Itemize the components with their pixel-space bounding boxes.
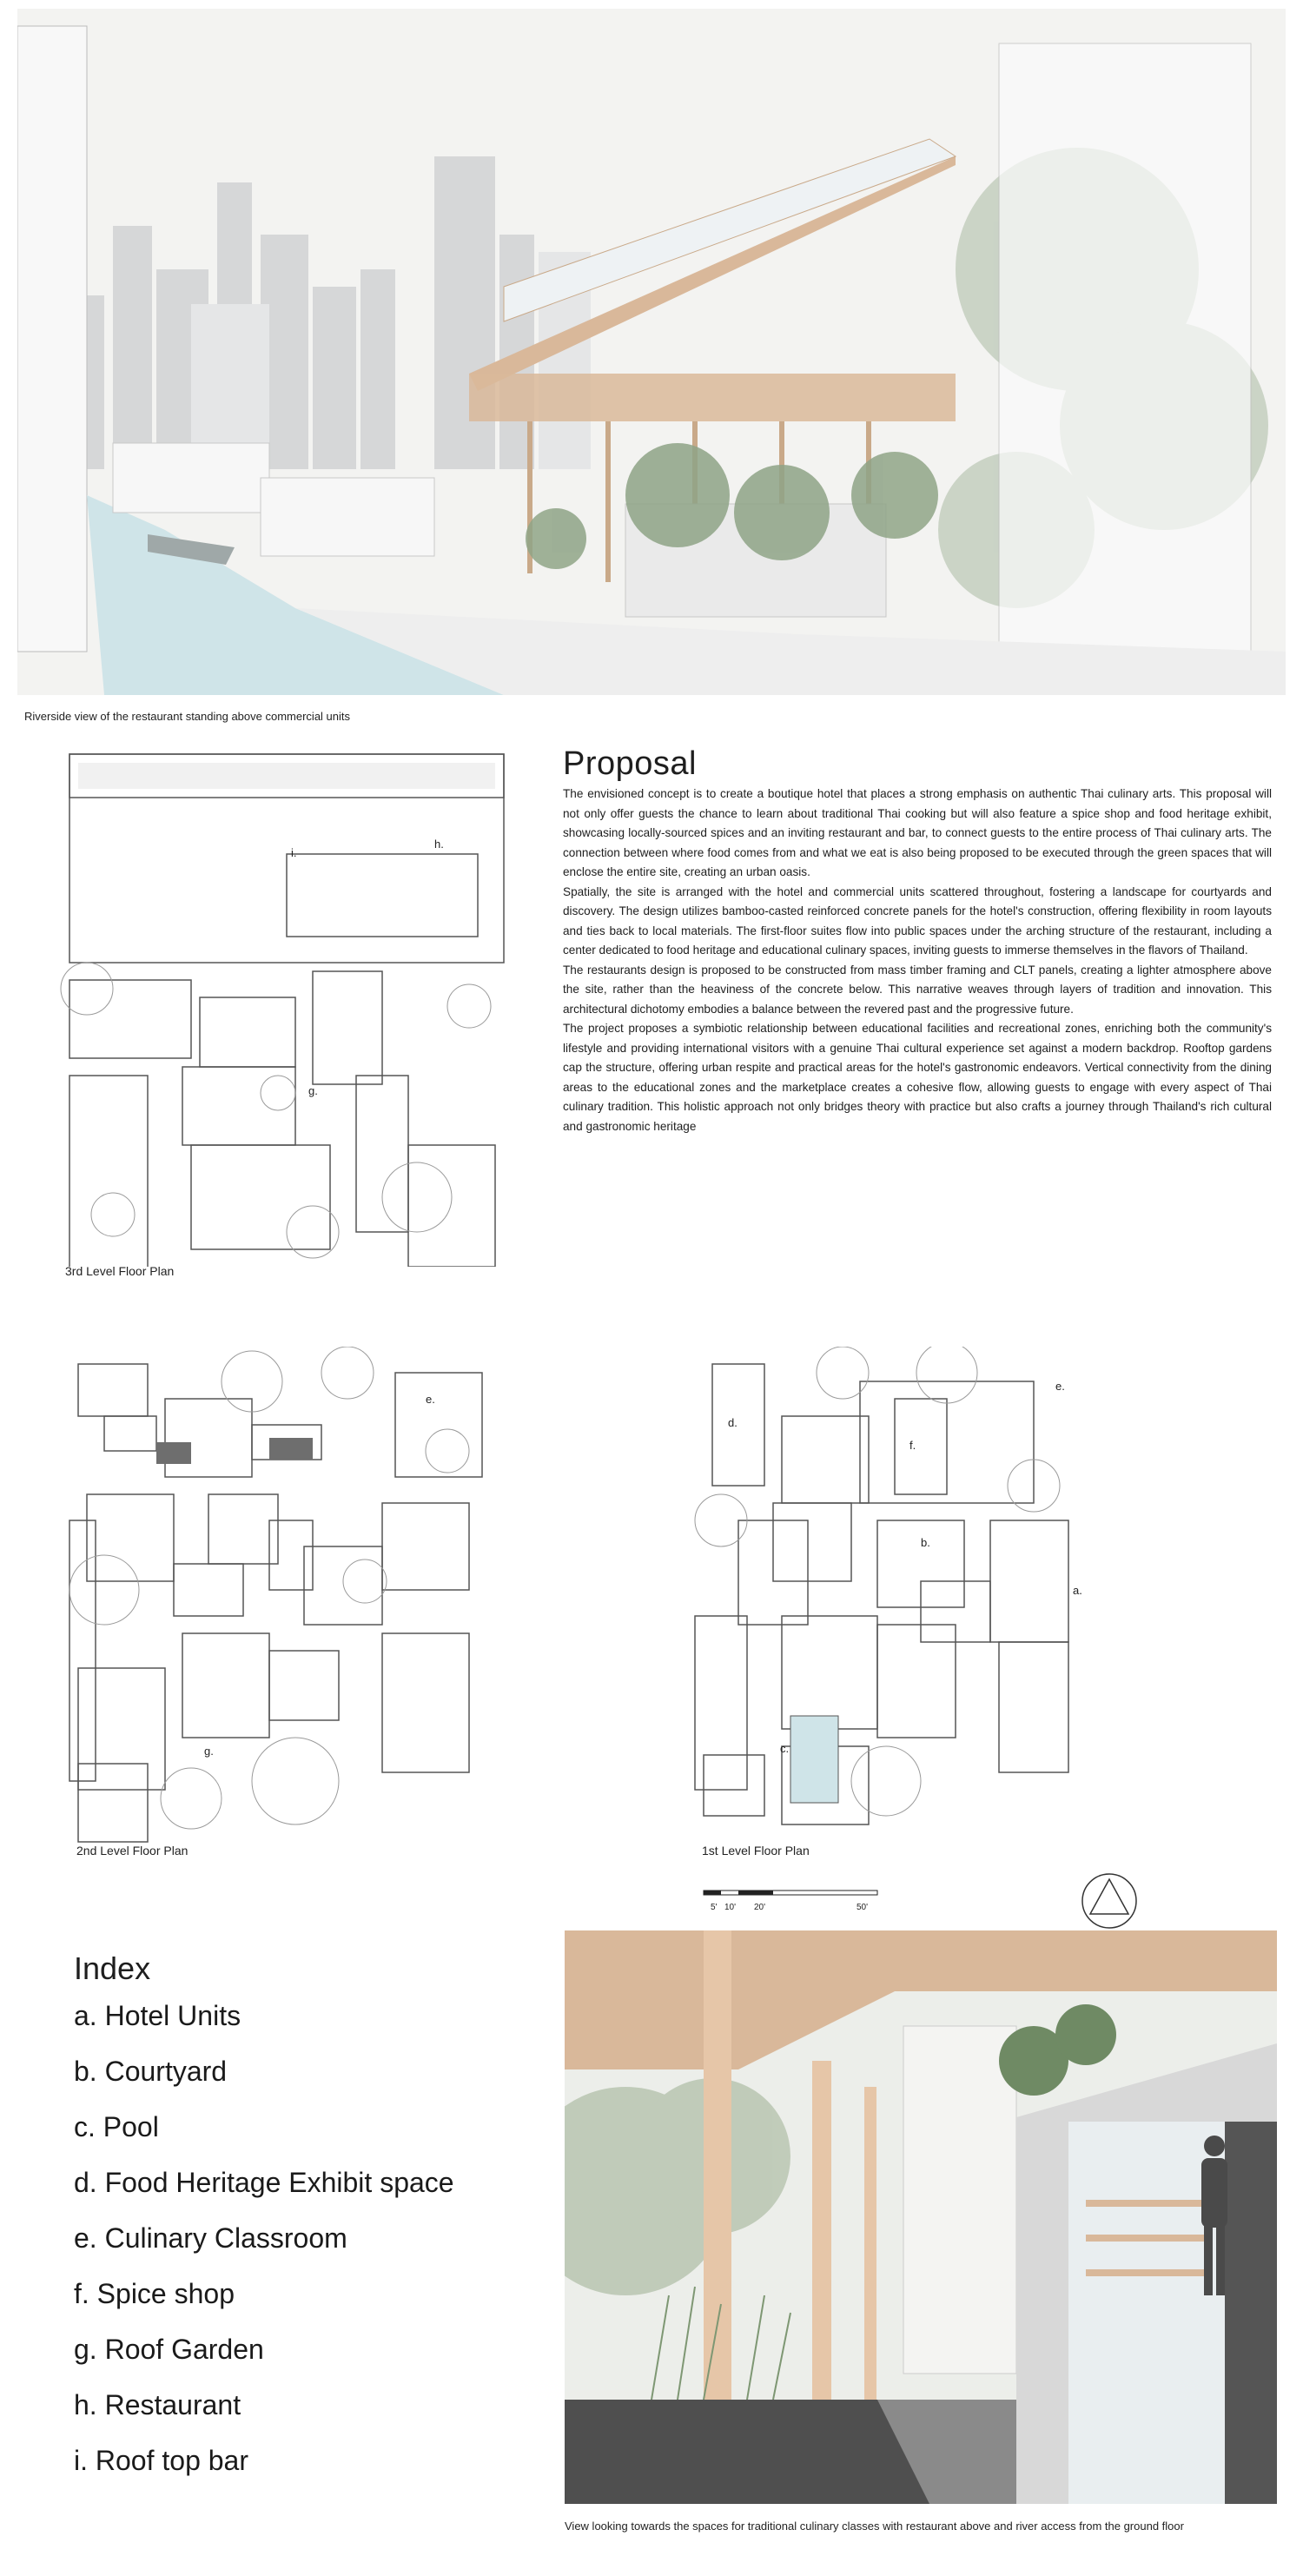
scale-tick-50: 50' bbox=[857, 1903, 869, 1912]
proposal-body bbox=[563, 785, 1272, 1136]
index-item-a: a. Hotel Units bbox=[74, 2000, 241, 2031]
index-item-e: e. Culinary Classroom bbox=[74, 2222, 347, 2254]
plan-letter-a: a. bbox=[1073, 1584, 1082, 1597]
scale-tick-20: 20' bbox=[754, 1903, 766, 1912]
scale-tick-10: 10' bbox=[724, 1903, 737, 1912]
plan-letter-e: e. bbox=[426, 1393, 435, 1406]
proposal-paragraph: The restaurants design is proposed to be constructed from mass timber framing and CLT panels, creating a lighter atmosphere above the site, rather than the heaviness of the concrete below. This narrative weaves through layers of tradition and innovation. This architectural dichotomy embodies a balance between the revered past and the progressive future. bbox=[563, 963, 1272, 1016]
plan-letter-h: h. bbox=[434, 838, 444, 851]
riverside-caption: Riverside view of the restaurant standing above commercial units bbox=[24, 710, 351, 723]
first-level-label: 1st Level Floor Plan bbox=[702, 1844, 810, 1858]
index-title: Index bbox=[74, 1950, 151, 1986]
plan-letter-c: c. bbox=[780, 1742, 790, 1755]
third-level-floor-plan bbox=[52, 745, 513, 1267]
index-item-h: h. Restaurant bbox=[74, 2389, 241, 2420]
culinary-classroom-rendering bbox=[565, 1930, 1277, 2504]
proposal-paragraph: The project proposes a symbiotic relationship between educational facilities and recreational zones, enriching both the community's lifestyle and providing international visitors with a genuine Thai cultural experience set against a modern backdrop. Rooftop gardens cap the structure, offering urban respite and practical areas for the hotel's gastronomic endeavors. Vertical connectivity from the dining areas to the educational zones and the marketplace creates a cohesive flow, allowing guests to engage with every aspect of Thai culinary tradition. This holistic approach not only bridges theory with practice but also crafts a journey through Thailand's rich cultural and gastronomic heritage bbox=[563, 1022, 1272, 1133]
proposal-title: Proposal bbox=[563, 745, 697, 782]
index-item-b: b. Courtyard bbox=[74, 2056, 228, 2087]
plan-letter-f: f. bbox=[909, 1439, 916, 1452]
plan-letter-g: g. bbox=[204, 1745, 214, 1758]
scale-tick-5: 5' bbox=[711, 1903, 718, 1912]
index-item-c: c. Pool bbox=[74, 2111, 159, 2142]
riverside-rendering bbox=[17, 9, 1286, 695]
first-level-floor-plan bbox=[686, 1347, 1155, 1851]
proposal-paragraph: The envisioned concept is to create a boutique hotel that places a strong emphasis on authentic Thai culinary arts. This proposal will not only offer guests the chance to learn about traditional Thai cooking but will also feature a spice shop and food heritage exhibit, showcasing locally-sourced spices and an inviting restaurant and bar, to connect guests to the entire process of Thai culinary arts. The connection between where food comes from and what we eat is also being proposed to be executed through the green spaces that will enclose the entire site, creating an urban oasis. bbox=[563, 787, 1272, 878]
plan-letter-e: e. bbox=[1055, 1380, 1065, 1393]
north-arrow-icon bbox=[1079, 1871, 1140, 1931]
second-level-floor-plan bbox=[52, 1347, 521, 1851]
index-item-d: d. Food Heritage Exhibit space bbox=[74, 2167, 454, 2198]
second-level-label: 2nd Level Floor Plan bbox=[76, 1844, 189, 1858]
plan-letter-i: i. bbox=[291, 846, 297, 859]
third-level-label: 3rd Level Floor Plan bbox=[65, 1264, 175, 1278]
plan-letter-g: g. bbox=[308, 1084, 318, 1097]
proposal-paragraph: Spatially, the site is arranged with the hotel and commercial units scattered throughout, fostering a landscape for courtyards and discovery. The design utilizes bamboo-casted reinforced concrete panels for the hotel's construction, offering flexibility in room layouts and ties back to local materials. The first-floor suites flow into public spaces under the arching structure of the restaurant, including a center dedicated to food heritage and educational culinary spaces, inviting guests to immerse themselves in the flavors of Thailand. bbox=[563, 884, 1272, 957]
plan-letter-d: d. bbox=[728, 1416, 737, 1429]
bottom-view-caption: View looking towards the spaces for traditional culinary classes with restaurant above and river access from the ground floor bbox=[565, 2520, 1184, 2533]
index-item-i: i. Roof top bar bbox=[74, 2445, 248, 2476]
scale-bar bbox=[702, 1885, 893, 1915]
index-item-g: g. Roof Garden bbox=[74, 2334, 264, 2365]
index-item-f: f. Spice shop bbox=[74, 2278, 235, 2309]
plan-letter-b: b. bbox=[921, 1536, 930, 1549]
